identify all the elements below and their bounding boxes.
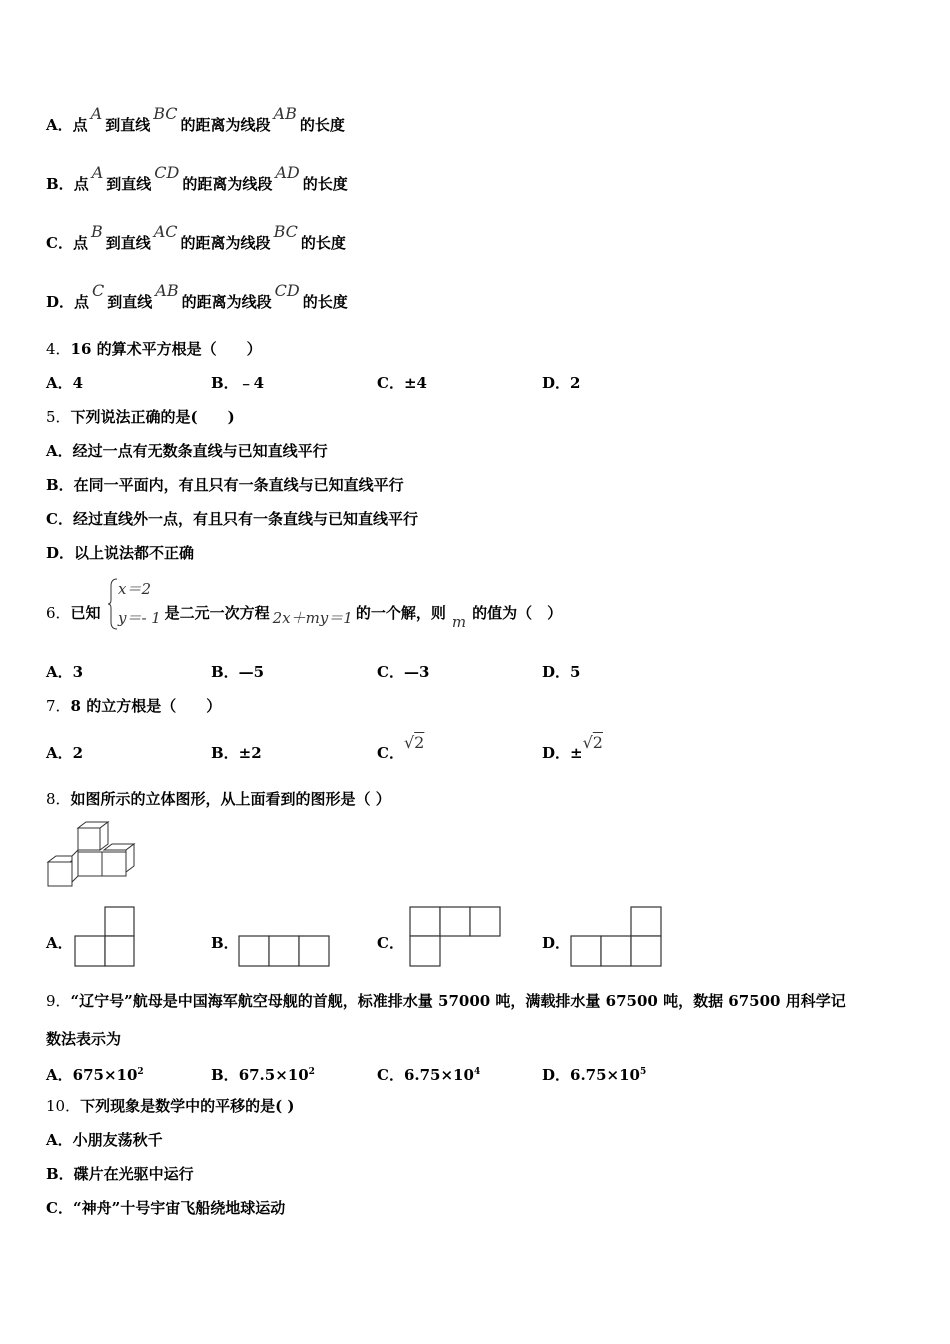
q4-option-a: A．4 — [46, 374, 84, 392]
radicand: 2 — [592, 733, 603, 752]
q4-option-c: C．±4 — [377, 374, 427, 392]
text: 点 — [73, 175, 89, 193]
math-point: B — [90, 222, 103, 241]
text: 到直线 — [106, 175, 152, 193]
option-letter: C． — [46, 234, 73, 252]
left-brace-icon — [108, 578, 118, 630]
math-segment: AB — [273, 104, 297, 123]
q5-option-d: D．以上说法都不正确 — [46, 544, 195, 562]
question-text: 如图所示的立体图形，从上面看到的图形是（ ） — [70, 790, 391, 808]
question-number: 7． — [46, 697, 71, 715]
exponent: 2 — [308, 1067, 315, 1077]
option-c-figure — [409, 906, 501, 968]
q9-option-b — [211, 1062, 315, 1085]
q4-option-b: B．﹣4 — [211, 374, 265, 392]
question-number: 4． — [46, 340, 71, 358]
math-equation: 2x＋my＝1 — [272, 609, 353, 627]
option-letter: A． — [46, 1066, 73, 1084]
option-value: 67.5×10 — [238, 1066, 309, 1084]
math-point: A — [91, 163, 104, 182]
q3-option-b — [46, 163, 348, 194]
question-number: 6． — [46, 604, 71, 622]
q9-stem-line1 — [46, 991, 846, 1011]
text: 已知 — [70, 604, 101, 622]
question-number: 9． — [46, 992, 71, 1010]
sqrt-icon: √2 — [582, 733, 603, 752]
math-line: CD — [154, 163, 180, 182]
q9-option-a — [46, 1062, 144, 1085]
q9-stem-line2: 数法表示为 — [46, 1030, 122, 1048]
text: 的距离为线段 — [180, 116, 271, 134]
option-value: 6.75×10 — [403, 1066, 474, 1084]
option-letter: D． — [46, 293, 75, 311]
q7-stem — [46, 696, 221, 716]
q7-option-a: A．2 — [46, 744, 84, 762]
q6-option-d: D．5 — [542, 663, 581, 681]
math-segment: AD — [275, 163, 300, 182]
text: 的长度 — [302, 175, 348, 193]
question-number: 8． — [46, 790, 71, 808]
text: 的长度 — [299, 116, 345, 134]
q6-option-c: C．—3 — [377, 663, 430, 681]
q5-option-c: C．经过直线外一点，有且只有一条直线与已知直线平行 — [46, 510, 418, 528]
system-eq-1: x＝2 — [118, 580, 152, 598]
exponent: 2 — [137, 1067, 144, 1077]
text: 到直线 — [105, 116, 151, 134]
question-number: 5． — [46, 408, 71, 426]
text: 点 — [72, 116, 88, 134]
q3-option-c — [46, 222, 346, 253]
question-text: 16 的算术平方根是（ ） — [70, 340, 262, 358]
text: 的长度 — [300, 234, 346, 252]
q3-option-d — [46, 281, 348, 312]
q8-stem — [46, 789, 391, 809]
q8-option-c: C． — [377, 934, 404, 952]
q9-option-c — [377, 1062, 480, 1085]
q8-option-b: B． — [211, 934, 239, 952]
q8-option-d: D． — [542, 934, 571, 952]
q10-option-b: B．碟片在光驱中运行 — [46, 1165, 194, 1183]
option-letter: B． — [46, 175, 74, 193]
option-letter: C． — [377, 1066, 404, 1084]
q5-stem — [46, 407, 235, 427]
math-line: AC — [153, 222, 178, 241]
math-line: BC — [153, 104, 178, 123]
question-number: 10． — [46, 1097, 81, 1115]
question-text: 8 的立方根是（ ） — [70, 697, 222, 715]
text: 的值为（ ） — [472, 604, 563, 622]
option-value: 675×10 — [72, 1066, 138, 1084]
option-letter: D． — [542, 1066, 571, 1084]
math-segment: CD — [274, 281, 300, 300]
exponent: 4 — [473, 1067, 481, 1077]
q5-option-a: A．经过一点有无数条直线与已知直线平行 — [46, 442, 328, 460]
sqrt-icon: √2 — [403, 733, 425, 752]
q8-option-a: A． — [46, 934, 73, 952]
text: 的距离为线段 — [180, 234, 271, 252]
math-point: A — [90, 104, 103, 123]
option-letter: B． — [211, 1066, 239, 1084]
math-variable: m — [451, 613, 467, 631]
text: 的一个解，则 — [355, 604, 446, 622]
q6-option-a: A．3 — [46, 663, 84, 681]
math-line: AB — [155, 281, 179, 300]
math-segment: BC — [273, 222, 298, 241]
q7-option-c — [377, 733, 425, 763]
text: 是二元一次方程 — [164, 604, 270, 622]
solid-figure-icon — [46, 820, 138, 890]
q3-option-a — [46, 104, 345, 135]
text: 的距离为线段 — [182, 175, 273, 193]
text: 的距离为线段 — [181, 293, 272, 311]
option-letter: D．± — [542, 744, 583, 762]
option-b-figure — [238, 935, 330, 967]
exponent: 5 — [640, 1067, 647, 1077]
option-a-figure — [74, 906, 136, 968]
text: 点 — [72, 234, 88, 252]
text: 的长度 — [302, 293, 348, 311]
q7-option-d — [542, 733, 603, 763]
option-letter: A． — [46, 116, 73, 134]
question-text: “辽宁号”航母是中国海军航空母舰的首舰，标准排水量 57000 吨，满载排水量 67500 吨，数据 67500 用科学记 — [70, 992, 846, 1010]
option-letter: C． — [377, 744, 404, 762]
text: 到直线 — [107, 293, 153, 311]
text: 点 — [74, 293, 90, 311]
q10-option-a: A．小朋友荡秋千 — [46, 1131, 163, 1149]
question-text: 下列现象是数学中的平移的是( ) — [80, 1097, 295, 1115]
option-value: 6.75×10 — [570, 1066, 640, 1084]
question-text: 下列说法正确的是( ) — [70, 408, 235, 426]
q10-option-c: C．“神舟”十号宇宙飞船绕地球运动 — [46, 1199, 286, 1217]
option-d-figure — [570, 906, 662, 968]
q4-option-d: D．2 — [542, 374, 581, 392]
q7-option-b: B．±2 — [211, 744, 262, 762]
radicand: 2 — [414, 733, 425, 752]
system-eq-2: y＝- 1 — [118, 609, 161, 627]
q4-stem — [46, 339, 262, 359]
math-point: C — [92, 281, 105, 300]
q10-stem — [46, 1096, 295, 1116]
text: 到直线 — [105, 234, 151, 252]
q6-option-b: B．—5 — [211, 663, 265, 681]
q5-option-b: B．在同一平面内，有且只有一条直线与已知直线平行 — [46, 476, 404, 494]
q9-option-d — [542, 1062, 646, 1085]
